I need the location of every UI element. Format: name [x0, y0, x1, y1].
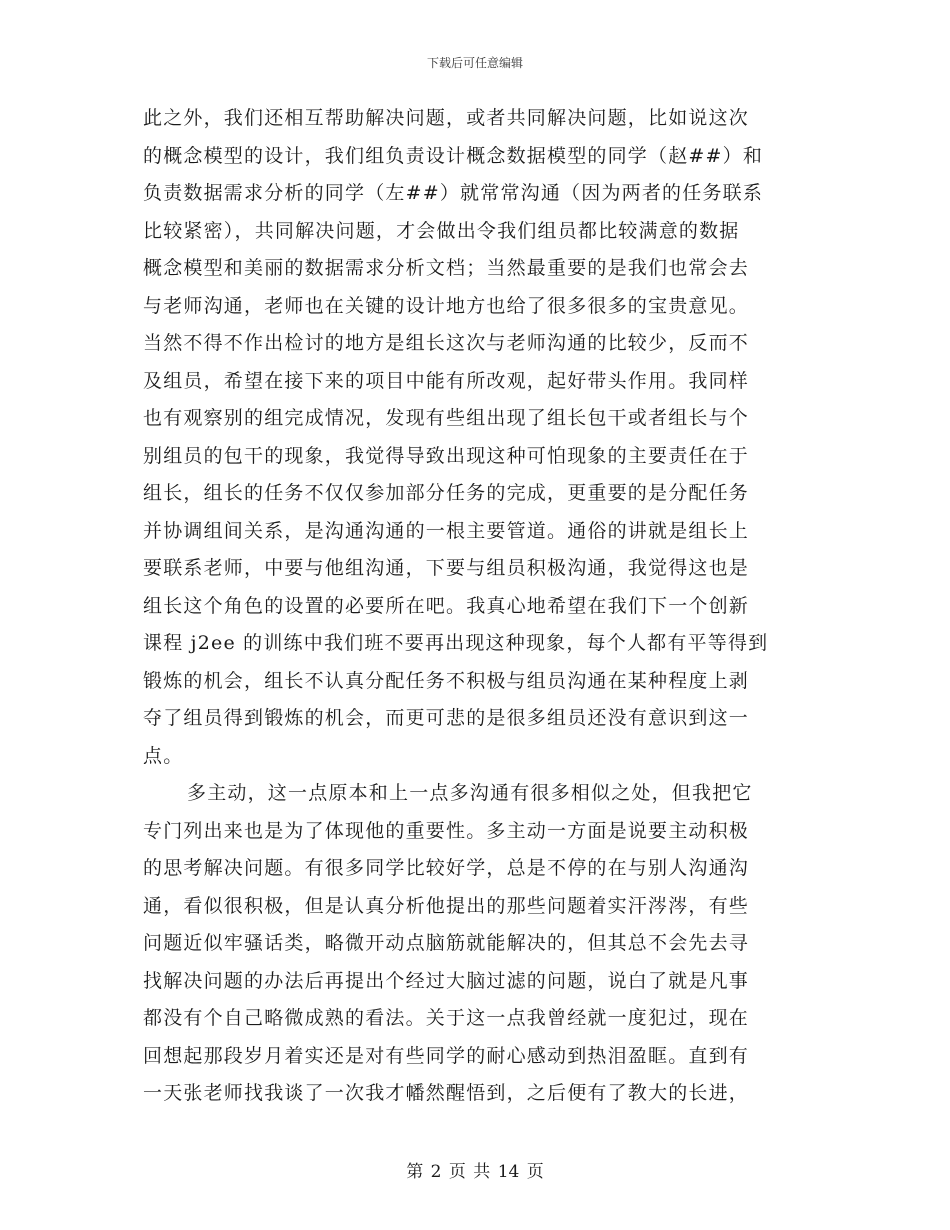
text-line: 都没有个自己略微成熟的看法。关于这一点我曾经就一度犯过，现在: [143, 1007, 750, 1029]
document-body: [143, 100, 807, 1113]
text-line: 组长，组长的任务不仅仅参加部分任务的完成，更重要的是分配任务: [143, 482, 750, 504]
text-line: 的思考解决问题。有很多同学比较好学，总是不停的在与别人沟通沟: [143, 857, 750, 879]
text-line: 组长这个角色的设置的必要所在吧。我真心地希望在我们下一个创新: [143, 594, 750, 617]
text-line-first-indented: 多主动，这一点原本和上一点多沟通有很多相似之处，但我把它: [187, 782, 753, 804]
text-line: 比较紧密），共同解决问题，才会做出令我们组员都比较满意的数据: [143, 219, 740, 242]
text-line: 回想起那段岁月着实还是对有些同学的耐心感动到热泪盈眶。直到有: [143, 1044, 750, 1067]
text-line: 找解决问题的办法后再提出个经过大脑过滤的问题，说白了就是凡事: [143, 969, 750, 992]
text-line: 通，看似很积极，但是认真分析他提出的那些问题着实汗涔涔，有些: [143, 894, 750, 917]
text-line: 及组员，希望在接下来的项目中能有所改观，起好带头作用。我同样: [143, 369, 750, 392]
page-header: 下载后可任意编辑: [426, 56, 523, 70]
text-line: 课程 j2ee 的训练中我们班不要再出现这种现象，每个人都有平等得到: [143, 632, 769, 654]
text-line: 专门列出来也是为了体现他的重要性。多主动一方面是说要主动积极: [143, 819, 750, 842]
paragraph-2: [143, 775, 807, 1113]
text-line: 负责数据需求分析的同学（左##）就常常沟通（因为两者的任务联系: [143, 182, 764, 204]
text-line: 的概念模型的设计，我们组负责设计概念数据模型的同学（赵##）和: [143, 144, 764, 167]
text-line: 也有观察别的组完成情况，发现有些组出现了组长包干或者组长与个: [143, 407, 750, 429]
text-line: 问题近似牢骚话类，略微开动点脑筋就能解决的，但其总不会先去寻: [143, 932, 750, 954]
text-line: 夺了组员得到锻炼的机会，而更可悲的是很多组员还没有意识到这一: [143, 707, 750, 729]
paragraph-1: [143, 100, 807, 775]
text-line: 锻炼的机会，组长不认真分配任务不积极与组员沟通在某种程度上剥: [143, 669, 750, 692]
text-line: 点。: [143, 744, 184, 767]
text-line: 别组员的包干的现象，我觉得导致出现这种可怕现象的主要责任在于: [143, 444, 750, 467]
text-line: 并协调组间关系，是沟通沟通的一根主要管道。通俗的讲就是组长上: [143, 519, 750, 542]
text-line: 一天张老师找我谈了一次我才幡然醒悟到，之后便有了教大的长进，: [143, 1082, 750, 1104]
text-line: 要联系老师，中要与他组沟通，下要与组员积极沟通，我觉得这也是: [143, 557, 750, 579]
text-line: 概念模型和美丽的数据需求分析文档；当然最重要的是我们也常会去: [143, 257, 750, 279]
text-line: 与老师沟通，老师也在关键的设计地方也给了很多很多的宝贵意见。: [143, 294, 750, 317]
text-line: 此之外，我们还相互帮助解决问题，或者共同解决问题，比如说这次: [143, 107, 750, 129]
text-line: 当然不得不作出检讨的地方是组长这次与老师沟通的比较少，反而不: [143, 332, 750, 354]
page-number-footer: 第 2 页 共 14 页: [406, 1162, 544, 1182]
